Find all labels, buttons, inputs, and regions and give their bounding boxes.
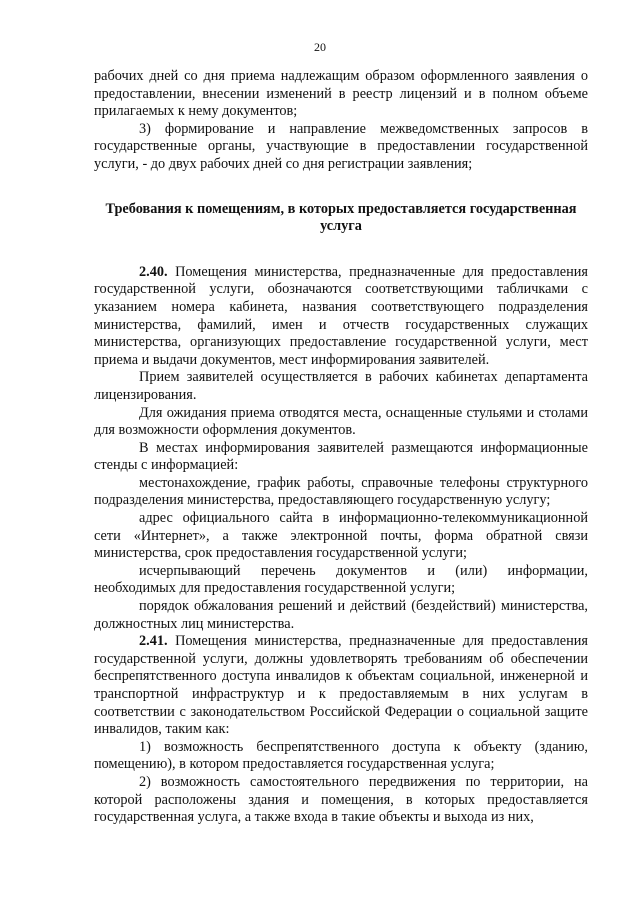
- paragraph-location: местонахождение, график работы, справочные телефоны структурного подразделения министерства, предоставляющего государственную услугу;: [94, 474, 588, 509]
- paragraph-website: адрес официального сайта в информационно-телекоммуникационной сети «Интернет», а также электронной почты, форма обратной связи министерства, срок предоставления государственной услуги;: [94, 510, 588, 562]
- paragraph-continuation: рабочих дней со дня приема надлежащим образом оформленного заявления о предоставлении, внесении изменений в реестр лицензий и в полном объеме прилагаемых к нему документов;: [94, 68, 588, 120]
- paragraph-item-2: 2) возможность самостоятельного передвижения по территории, на которой расположены здания и помещения, в которых предоставляется государственная услуга, а также входа в такие объекты и выхода из них,: [94, 773, 588, 826]
- paragraph-document-list: исчерпывающий перечень документов и (или) информации, необходимых для предоставления государственной услуги;: [94, 562, 588, 597]
- clause-2-41: [94, 633, 588, 739]
- page-number: 20: [314, 40, 326, 54]
- clause-number: 2.41.: [139, 633, 168, 650]
- clause-number: 2.40.: [139, 263, 168, 280]
- paragraph-item-3: 3) формирование и направление межведомственных запросов в государственные органы, участвующие в предоставлении государственной услуги, - до двух рабочих дней со дня регистрации заявления;: [94, 120, 588, 172]
- clause-text: Помещения министерства, предназначенные для предоставления государственной услуги, должны удовлетворять требованиям об обеспечении беспрепятственного доступа инвалидов к объектам социальной, инженерной и транспортной инфраструктур и к предоставляемым в них услугам в соответствии с законодательством Российской Федерации о социальной защите инвалидов, таким как:: [94, 633, 588, 738]
- clause-2-40: [94, 264, 588, 370]
- paragraph-waiting: Для ожидания приема отводятся места, оснащенные стульями и столами для возможности оформления документов.: [94, 404, 588, 439]
- paragraph-stands: В местах информирования заявителей размещаются информационные стенды с информацией:: [94, 439, 588, 474]
- section-heading: Требования к помещениям, в которых предоставляется государственная услуга: [105, 200, 577, 235]
- clause-text: Помещения министерства, предназначенные для предоставления государственной услуги, обозначаются соответствующими табличками с указанием номера кабинета, названия соответствующего подразделения министерства, фамилий, имен и отчеств государственных служащих министерства, организующих предоставление государственной услуги, мест приема и выдачи документов, мест информирования заявителей.: [94, 263, 588, 368]
- paragraph-reception: Прием заявителей осуществляется в рабочих кабинетах департамента лицензирования.: [94, 369, 588, 403]
- paragraph-appeal: порядок обжалования решений и действий (бездействий) министерства, должностных лиц министерства.: [94, 598, 588, 632]
- document-body: [94, 68, 588, 827]
- paragraph-item-1: 1) возможность беспрепятственного доступа к объекту (зданию, помещению), в котором предоставляется государственная услуга;: [94, 738, 588, 773]
